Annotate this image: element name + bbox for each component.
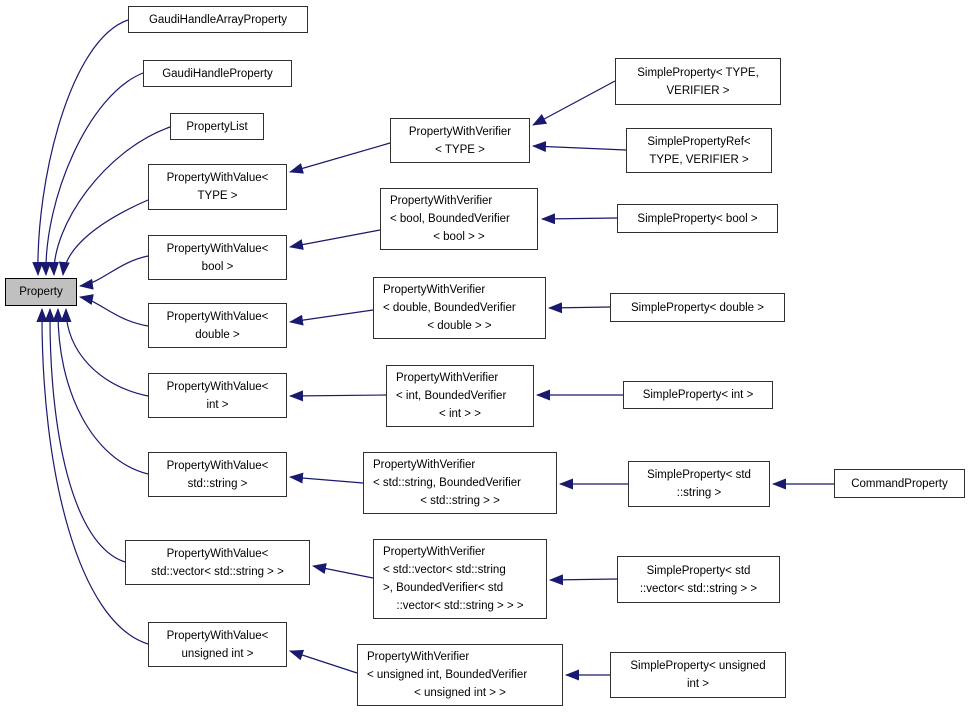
class-node-label-line: PropertyWithValue< bbox=[166, 242, 269, 255]
class-node-label-line: < unsigned int, BoundedVerifier bbox=[367, 669, 528, 681]
inheritance-edge-property-with-value-int-to-property bbox=[66, 309, 148, 396]
inheritance-edge-gaudi-handle-property-to-property bbox=[46, 73, 143, 275]
class-node-label-line: < TYPE > bbox=[435, 143, 485, 156]
inheritance-edge-property-with-value-type-to-property bbox=[63, 200, 148, 275]
class-node-label-line: PropertyWithVerifier bbox=[408, 125, 512, 138]
class-node-label-line: VERIFIER > bbox=[666, 84, 730, 97]
class-node-property-with-value-vector[interactable] bbox=[125, 540, 310, 585]
class-node-label-line: SimpleProperty< std bbox=[646, 564, 751, 577]
inheritance-edge-property-with-verifier-bool-to-property-with-value-bool bbox=[290, 230, 380, 247]
class-node-property-with-value-double[interactable] bbox=[148, 303, 287, 348]
inheritance-edge-property-with-verifier-string-to-property-with-value-string bbox=[290, 477, 363, 483]
class-node-gaudi-handle-array-property[interactable] bbox=[128, 6, 308, 33]
class-node-label-line: SimpleProperty< TYPE, bbox=[637, 66, 759, 79]
class-node-label-line: PropertyList bbox=[186, 120, 248, 133]
inheritance-edge-property-with-value-string-to-property bbox=[58, 309, 148, 474]
class-node-label-line: TYPE > bbox=[197, 190, 238, 202]
class-node-simple-property-int[interactable] bbox=[623, 381, 773, 409]
class-node-label-line: < int > > bbox=[439, 408, 481, 420]
inheritance-edge-simple-property-vector-to-property-with-verifier-vector bbox=[550, 579, 617, 580]
class-node-label-line: PropertyWithValue< bbox=[166, 172, 269, 184]
class-node-label-line: unsigned int > bbox=[181, 647, 254, 660]
class-node-label-line: ::vector< std::string > > bbox=[639, 582, 758, 595]
class-node-label-line: SimpleProperty< int > bbox=[642, 389, 754, 401]
class-node-property-with-verifier-type[interactable] bbox=[390, 118, 530, 163]
class-node-label-line: SimpleProperty< std bbox=[647, 469, 751, 481]
class-node-simple-property-bool[interactable] bbox=[617, 204, 778, 233]
class-node-property-with-value-bool[interactable] bbox=[148, 235, 287, 280]
class-node-simple-property-uint[interactable] bbox=[610, 652, 786, 698]
class-node-label-line: std::vector< std::string > > bbox=[151, 565, 284, 578]
class-node-property-with-value-string[interactable] bbox=[148, 452, 287, 497]
class-node-property-with-value-type[interactable] bbox=[148, 164, 287, 210]
class-node-label-line: >, BoundedVerifier< std bbox=[383, 582, 504, 594]
class-node-simple-property-string[interactable] bbox=[628, 461, 770, 507]
inheritance-edge-property-with-verifier-vector-to-property-with-value-vector bbox=[313, 566, 373, 578]
class-node-property-list[interactable] bbox=[170, 113, 264, 140]
class-node-label-line: PropertyWithValue< bbox=[166, 629, 269, 642]
inheritance-edge-property-with-verifier-int-to-property-with-value-int bbox=[290, 395, 386, 396]
inheritance-edge-simple-property-type-verifier-to-property-with-verifier-type bbox=[533, 81, 615, 125]
class-node-label-line: PropertyWithValue< bbox=[166, 310, 269, 323]
class-node-label-line: < bool, BoundedVerifier bbox=[390, 213, 510, 225]
inheritance-edge-simple-property-ref-to-property-with-verifier-type bbox=[533, 146, 626, 150]
class-node-label-line: GaudiHandleArrayProperty bbox=[148, 13, 288, 26]
class-node-label-line: < std::vector< std::string bbox=[383, 564, 506, 576]
class-node-simple-property-vector[interactable] bbox=[617, 556, 780, 603]
inheritance-edge-gaudi-handle-array-property-to-property bbox=[38, 20, 128, 275]
class-node-label-line: < std::string > > bbox=[420, 495, 500, 507]
class-node-label-line: SimpleProperty< double > bbox=[631, 301, 764, 314]
class-node-label-line: < double, BoundedVerifier bbox=[383, 302, 516, 314]
class-node-label-line: double > bbox=[195, 328, 240, 341]
class-node-label-line: SimpleProperty< bool > bbox=[637, 212, 758, 225]
class-node-label-line: Property bbox=[19, 286, 63, 298]
class-node-simple-property-double[interactable] bbox=[610, 293, 785, 322]
inheritance-edge-property-with-value-uint-to-property bbox=[42, 309, 148, 644]
class-node-label-line: CommandProperty bbox=[851, 477, 948, 490]
class-node-label-line: PropertyWithVerifier bbox=[367, 651, 470, 663]
class-node-label-line: SimplePropertyRef< bbox=[647, 135, 751, 148]
inheritance-edge-simple-property-double-to-property-with-verifier-double bbox=[549, 307, 610, 308]
class-node-command-property[interactable] bbox=[834, 469, 965, 498]
class-node-property-with-verifier-uint[interactable] bbox=[357, 644, 563, 706]
class-node-label-line: PropertyWithVerifier bbox=[390, 195, 493, 207]
class-node-label-line: PropertyWithVerifier bbox=[383, 546, 486, 558]
class-node-property-with-verifier-string[interactable] bbox=[363, 452, 557, 514]
inheritance-edge-property-with-verifier-type-to-property-with-value-type bbox=[290, 143, 390, 172]
class-node-label-line: PropertyWithValue< bbox=[166, 380, 269, 393]
inheritance-edge-property-with-verifier-uint-to-property-with-value-uint bbox=[290, 651, 357, 673]
class-node-simple-property-ref[interactable] bbox=[626, 128, 772, 173]
class-node-label-line: GaudiHandleProperty bbox=[162, 67, 273, 80]
class-node-property-with-verifier-vector[interactable] bbox=[373, 539, 547, 619]
class-node-label-line: < int, BoundedVerifier bbox=[396, 390, 507, 402]
class-node-property bbox=[5, 278, 77, 306]
class-node-label-line: PropertyWithVerifier bbox=[383, 284, 486, 296]
class-node-label-line: int > bbox=[686, 678, 710, 690]
inheritance-edge-property-with-verifier-double-to-property-with-value-double bbox=[290, 310, 373, 322]
class-node-label-line: < unsigned int > > bbox=[414, 687, 506, 699]
class-node-label-line: bool > bbox=[201, 260, 234, 273]
class-node-label-line: PropertyWithValue< bbox=[166, 547, 269, 560]
class-node-label-line: ::string > bbox=[676, 487, 722, 499]
class-node-gaudi-handle-property[interactable] bbox=[143, 60, 292, 87]
class-node-property-with-value-uint[interactable] bbox=[148, 622, 287, 667]
class-node-label-line: < double > > bbox=[427, 320, 492, 332]
class-node-label-line: PropertyWithVerifier bbox=[396, 372, 499, 384]
class-node-property-with-value-int[interactable] bbox=[148, 373, 287, 418]
class-node-label-line: PropertyWithVerifier bbox=[373, 459, 476, 471]
class-node-simple-property-type-verifier[interactable] bbox=[615, 58, 781, 105]
inheritance-edge-property-with-value-vector-to-property bbox=[50, 309, 125, 562]
class-node-label-line: < bool > > bbox=[433, 231, 485, 243]
class-node-property-with-verifier-bool[interactable] bbox=[380, 188, 538, 250]
class-node-property-with-verifier-int[interactable] bbox=[386, 365, 534, 427]
class-node-label-line: ::vector< std::string > > > bbox=[396, 600, 524, 612]
class-node-label-line: TYPE, VERIFIER > bbox=[649, 153, 749, 166]
inheritance-edge-simple-property-bool-to-property-with-verifier-bool bbox=[542, 218, 617, 219]
inheritance-edge-property-with-value-double-to-property bbox=[80, 297, 148, 326]
class-node-label-line: SimpleProperty< unsigned bbox=[630, 660, 766, 672]
class-node-label-line: int > bbox=[206, 398, 229, 411]
inheritance-edge-property-with-value-bool-to-property bbox=[80, 256, 148, 286]
class-node-property-with-verifier-double[interactable] bbox=[373, 277, 546, 339]
class-node-label-line: < std::string, BoundedVerifier bbox=[373, 477, 521, 489]
class-node-label-line: std::string > bbox=[187, 477, 248, 490]
class-node-label-line: PropertyWithValue< bbox=[166, 459, 269, 472]
